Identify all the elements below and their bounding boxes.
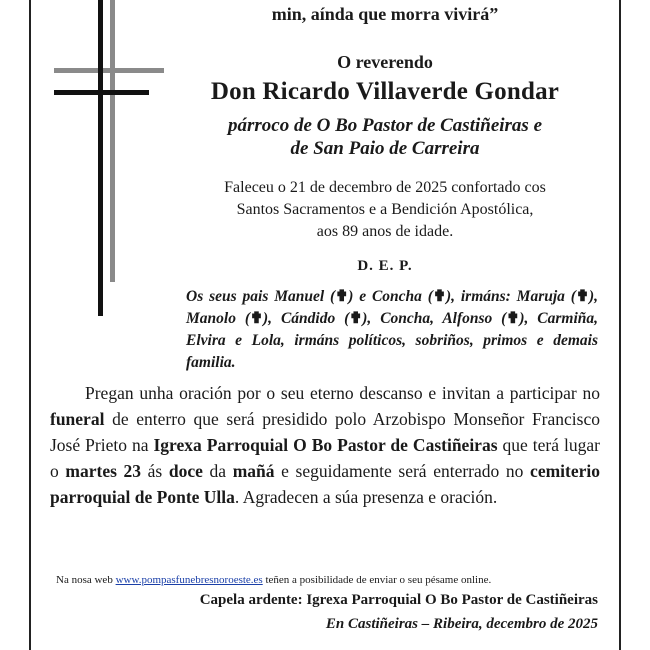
- cross-gray-horizontal: [54, 68, 164, 73]
- cross-small-icon: ✟: [349, 310, 363, 327]
- website-link[interactable]: www.pompasfunebresnoroeste.es: [115, 574, 263, 586]
- deceased-name: Don Ricardo Villaverde Gondar: [210, 78, 560, 105]
- body-text: e seguidamente será enterrado no: [274, 461, 531, 481]
- body-text: da: [202, 461, 233, 481]
- quote-line: min, aínda que morra vivirá”: [271, 4, 499, 24]
- dep-text: D. E. P.: [357, 258, 413, 274]
- family-text: ) e Concha (: [348, 288, 433, 305]
- body-bold: funeral: [50, 409, 105, 429]
- web-prefix: Na nosa web: [56, 574, 116, 586]
- web-note: [56, 573, 616, 587]
- family-list: [186, 286, 598, 374]
- death-line-1: Faleceu o 21 de decembro de 2025 confortado cos: [224, 179, 546, 196]
- place-date: En Castiñeiras – Ribeira, decembro de 2025: [325, 616, 598, 632]
- body-text: de enterro que será presidido polo Arzobispo Monseñor Francisco José Prieto na: [50, 409, 600, 455]
- family-text: ), irmáns: Maruja (: [445, 288, 576, 305]
- cross-gray-vertical: [110, 0, 115, 282]
- cross-small-icon: ✟: [335, 288, 349, 305]
- body-bold: cemiterio parroquial de Ponte Ulla: [50, 461, 600, 507]
- cross-small-icon: ✟: [432, 288, 446, 305]
- family-text: ), Concha, Alfonso (: [362, 310, 507, 327]
- role-line-1: párroco de O Bo Pastor de Castiñeiras e: [227, 115, 543, 136]
- family-text: Os seus pais Manuel (: [186, 288, 336, 305]
- body-bold: mañá: [232, 461, 275, 481]
- body-text: Pregan unha oración por o seu eterno descanso e invitan a participar no: [85, 383, 600, 403]
- body-bold: Igrexa Parroquial O Bo Pastor de Castiñeiras: [153, 435, 498, 455]
- family-text: ), Carmiña, Elvira e Lola, irmáns políticos, sobriños, primos e demais familia.: [186, 310, 599, 371]
- deceased-role: [170, 114, 600, 160]
- cross-small-icon: ✟: [506, 310, 520, 327]
- body-text: que terá lugar o: [50, 435, 600, 481]
- body-bold: martes 23: [65, 461, 142, 481]
- family-text: ), Manolo (: [186, 288, 598, 327]
- death-line-3: aos 89 anos de idade.: [316, 223, 454, 240]
- death-line-2: Santos Sacramentos e a Bendición Apostólica,: [236, 201, 534, 218]
- chapel-line: Capela ardente: Igrexa Parroquial O Bo Pastor de Castiñeiras: [199, 592, 598, 608]
- body-text: ás: [141, 461, 169, 481]
- cross-black-vertical: [98, 0, 103, 316]
- body-text: . Agradecen a súa presenza e oración.: [234, 487, 498, 507]
- cross-black-horizontal: [54, 90, 149, 95]
- role-line-2: de San Paio de Carreira: [290, 138, 480, 159]
- family-text: ), Cándido (: [263, 310, 350, 327]
- cross-small-icon: ✟: [575, 288, 589, 305]
- death-notice: [170, 177, 600, 243]
- funeral-announcement: [50, 380, 600, 510]
- frame-right-border: [619, 0, 621, 650]
- web-suffix: teñen a posibilidade de enviar o seu pésame online.: [262, 574, 492, 586]
- frame-left-border: [29, 0, 31, 650]
- body-bold: doce: [168, 461, 203, 481]
- cross-small-icon: ✟: [250, 310, 264, 327]
- intro-title: O reverendo: [337, 52, 433, 72]
